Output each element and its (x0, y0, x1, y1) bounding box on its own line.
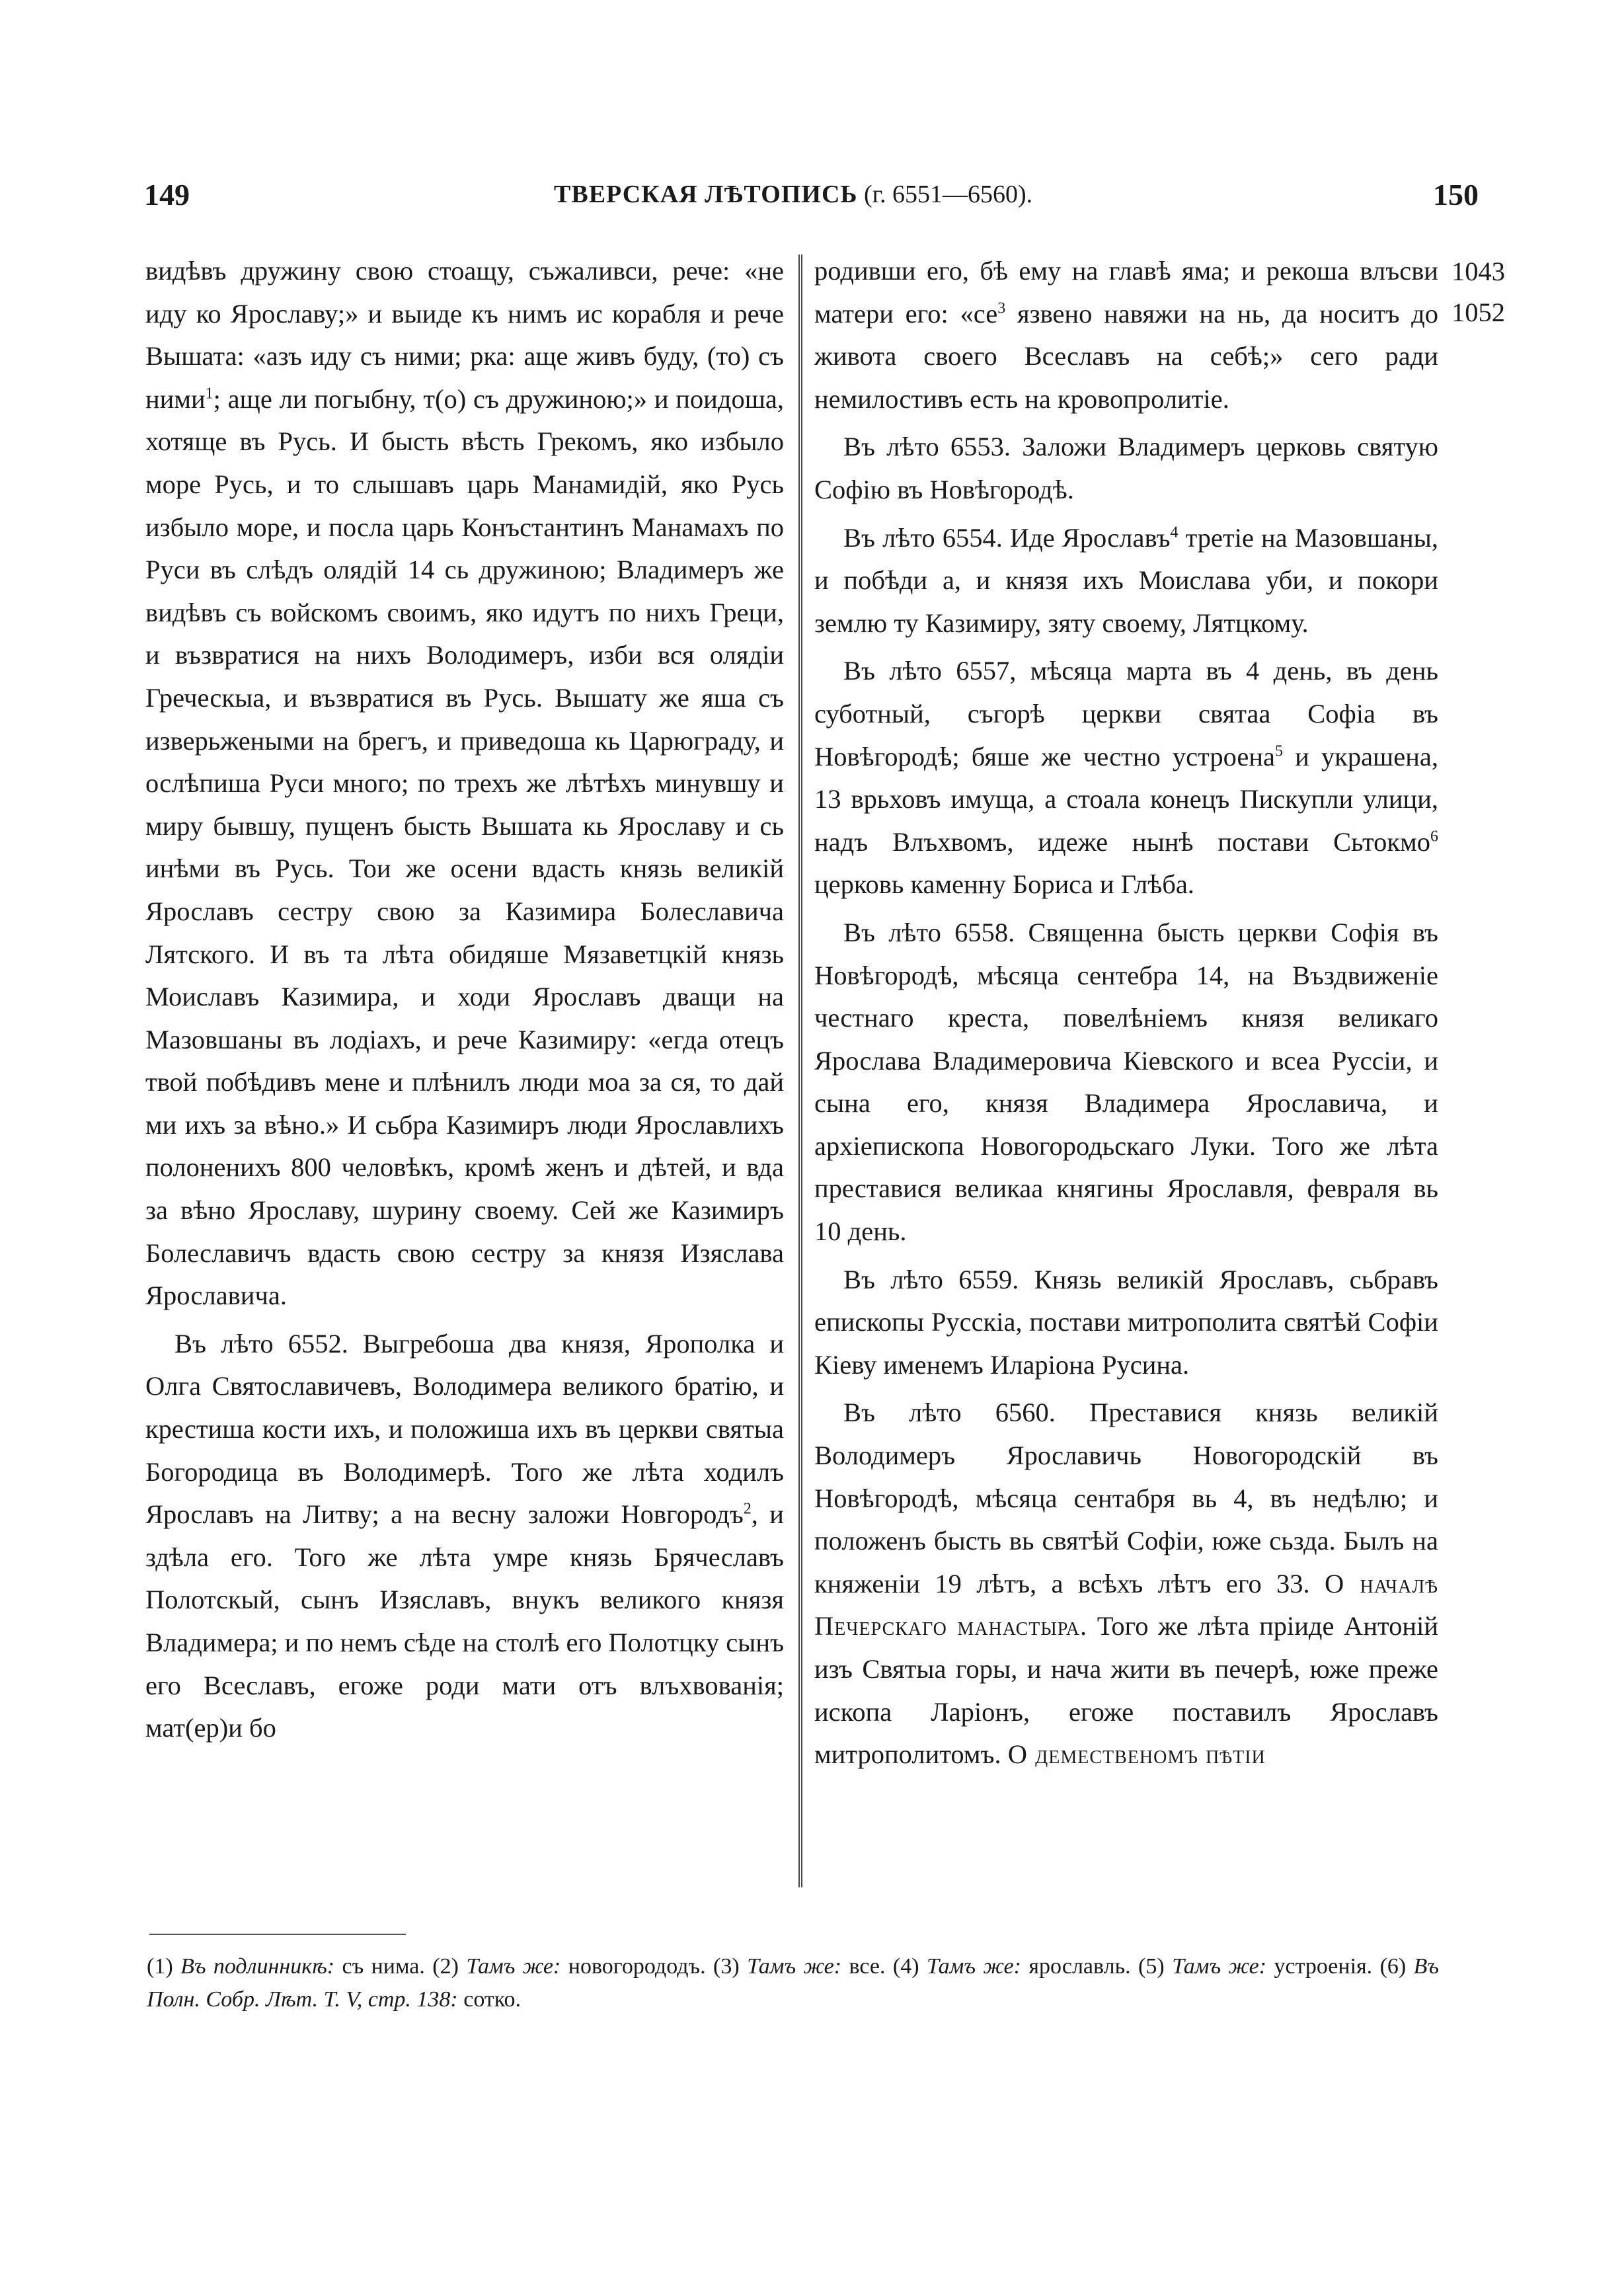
running-title-caps: ТВЕРСКАЯ ЛѢТОПИСЬ (554, 180, 858, 208)
page-number-right: 150 (1433, 178, 1479, 212)
footnote-4: (4) Тамъ же: ярославль. (892, 1954, 1131, 1979)
column-divider (798, 255, 802, 1887)
footnote-separator (149, 1934, 406, 1935)
footnote-ref-5: 5 (1274, 742, 1283, 760)
left-paragraph-2: Въ лѣто 6552. Выгребоша два князя, Ярополка и Олга Святославичевъ, Володимера великого братію, и крестиша кости ихъ, и положиша ихъ въ церкви святыа Богородица въ Володимерѣ. Того же лѣта ходилъ Ярославъ на Литву; а на весну заложи Новгородъ$^2$, и здѣла его. Того же лѣта умре князь Брячеславъ Полотскый, сынъ Изяславъ, внукъ великого князя Владимера; и по немъ сѣде на столѣ его Полотцку сынъ его Всеславъ, егоже роди мати отъ влъхвованія; мат(ер)и бо (145, 1328, 785, 1743)
entry-6560: Въ лѣто 6560. Преставися князь великій Володимеръ Ярославичь Новогородскій въ Новѣгородѣ, мѣсяца сентабря вь 4, въ недѣлю; и положенъ бысть вь святѣй Софіи, юже сьзда. Былъ на княженіи 19 лѣтъ, а всѣхъ лѣтъ его 33. О началѣ Печерскаго манастыра. Того же лѣта пріиде Антоній изъ Святыа горы, и нача жити въ печерѣ, юже преже ископа Ларіонъ, егоже поставилъ Ярославъ митрополитомъ. О демественомъ пѣтіи (814, 1398, 1439, 1770)
left-paragraph-1: видѣвъ дружину свою стоащу, съжаливси, рече: «не иду ко Ярославу;» и выиде къ нимъ ис корабля и рече Вышата: «азъ иду съ ними; рка: аще живъ буду, (то) съ ними$^1$; аще ли погыбну, т(о) съ дружиною;» и поидоша, хотяще въ Русь. И бысть вѣсть Грекомъ, яко избыло море Русь, и то слышавъ царь Манамидій, яко Русь избыло море, и посла царь Конъстантинъ Манамахъ по Руси въ слѣдъ олядій 14 сь дружиною; Владимеръ же видѣвъ съ войскомъ своимъ, яко идутъ по нихъ Греци, и възвратися на нихъ Володимеръ, изби вся олядіи Греческыа, и възвратися въ Русь. Вышату же яша съ изверьжеными на брегъ, и приведоша кь Царюграду, и ослѣпиша Руси много; по трехъ же лѣтѣхъ минувшу и миру бывшу, пущенъ бысть Вышата кь Ярославу и сь инѣми въ Русь. Тои же осени вдасть князь великій Ярославъ сестру свою за Казимира Болеславича Лятского. И въ та лѣта обидяше Мязаветцкій князь Моиславъ Казимира, и ходи Ярославъ дващи на Мазовшаны въ лодіахъ, и рече Казимиру: «егда отецъ твой побѣдивъ мене и плѣнилъ люди моа за ся, то дай ми ихъ за вѣно.» И сьбра Казимиръ люди Ярославлихъ полоненихъ 800 человѣкъ, кромѣ женъ и дѣтей, и вда за вѣно Ярославу, шурину своему. Сей же Казимиръ Болеславичъ вдасть свою сестру за князя Изяслава Ярославича. (145, 256, 784, 1311)
margin-year-start: 1043 (1451, 256, 1505, 286)
page-header (0, 177, 1624, 217)
footnote-5: (5) Тамъ же: устроенія. (1138, 1954, 1373, 1979)
footnote-ref-2: 2 (743, 1500, 752, 1518)
footnote-ref-3: 3 (997, 299, 1006, 317)
running-title-years: (г. 6551—6560). (864, 180, 1033, 208)
left-column (145, 250, 784, 1750)
footnote-ref-1: 1 (205, 385, 213, 403)
entry-6553: Въ лѣто 6553. Заложи Владимеръ церковь святую Софію въ Новѣгородѣ. (814, 432, 1438, 504)
page-number-left: 149 (144, 178, 190, 212)
running-title (554, 180, 1032, 209)
margin-years (1451, 251, 1505, 333)
section-heading-demestvenny: О демественомъ пѣтіи (1007, 1739, 1266, 1770)
entry-6558: Въ лѣто 6558. Священна бысть церкви Софія въ Новѣгородѣ, мѣсяца сентебра 14, на Въздвиженіе честнаго креста, повелѣніемъ князя великаго Ярослава Владимеровича Кіевского и всеа Руссіи, и сына его, князя Владимера Ярославича, и архіепископа Новогородьскаго Луки. Того же лѣта преставися великаа княгины Ярославля, февраля вь 10 день. (814, 917, 1438, 1247)
margin-year-end: 1052 (1451, 297, 1505, 327)
footnote-3: (3) Тамъ же: все. (713, 1954, 886, 1979)
entry-6554: Въ лѣто 6554. Иде Ярославъ$^4$ третіе на Мазовшаны, и побѣди а, и князя ихъ Моислава уби, и покори землю ту Казимиру, зяту своему, Лятцкому. (814, 522, 1438, 638)
right-column (814, 250, 1438, 1776)
footnotes (147, 1950, 1439, 2016)
right-paragraph-1: родивши его, бѣ ему на главѣ яма; и рекоша влъсви матери его: «$се^3$ язвено навяжи на нь, да носитъ до живота своего Всеславъ на себѣ;» сего ради немилостивъ есть на кровопролитіе. (814, 256, 1439, 414)
footnote-ref-6: 6 (1430, 828, 1438, 846)
footnote-6: (6) Въ Полн. Собр. Лѣт. Т. V, стр. 138: сотко. (147, 1954, 1440, 2012)
entry-6559: Въ лѣто 6559. Князь великій Ярославъ, сьбравъ епископы Русскіа, постави митрополита святѣй Софіи Кіеву именемъ Иларіона Русина. (814, 1264, 1438, 1380)
footnote-2: (2) Тамъ же: новогорододъ. (432, 1954, 706, 1979)
entry-6557: Въ лѣто 6557, мѣсяца марта въ 4 день, въ день суботный, съгорѣ церкви святаа Софіа въ Новѣгородѣ; бяше же честно устроена$^5$ и украшена, 13 врьховъ имуща, а стоала конецъ Пискупли улици, надъ Влъхвомъ, идеже нынѣ постави Сьтокмо$^6$ церковь каменну Бориса и Глѣба. (814, 656, 1438, 900)
footnote-ref-4: 4 (1170, 524, 1179, 541)
footnote-1: (1) Въ подлинникѣ: съ нима. (147, 1954, 425, 1979)
section-heading-pechersky: О началѣ Печерскаго манастыра. (814, 1568, 1439, 1641)
